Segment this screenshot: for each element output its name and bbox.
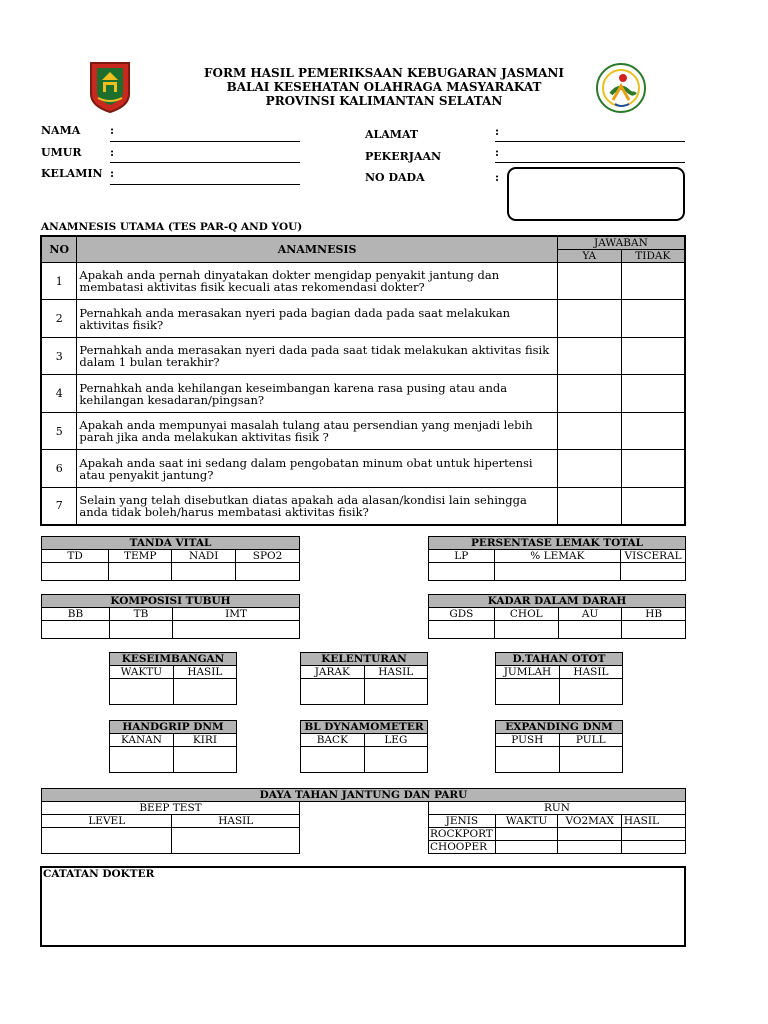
umur-field[interactable] bbox=[110, 162, 300, 163]
back-header: BACK bbox=[301, 734, 365, 747]
row-number: 5 bbox=[41, 413, 77, 450]
col-ya-header: YA bbox=[557, 250, 621, 263]
pekerjaan-label: PEKERJAAN bbox=[365, 150, 442, 163]
kanan-header: KANAN bbox=[110, 734, 174, 747]
expanding-table bbox=[495, 720, 623, 773]
daya-tahan-title: DAYA TAHAN JANTUNG DAN PARU bbox=[42, 789, 686, 802]
tb-value[interactable] bbox=[109, 621, 172, 639]
question-text bbox=[77, 413, 557, 450]
hasil-value[interactable] bbox=[172, 828, 300, 854]
hasil-header: HASIL bbox=[559, 666, 622, 679]
hasil-value[interactable] bbox=[559, 679, 622, 705]
question-line-1: Apakah anda pernah dinyatakan dokter mengidap penyakit jantung dan bbox=[79, 268, 500, 282]
handgrip-title: HANDGRIP DNM bbox=[110, 721, 237, 734]
title-line-3: PROVINSI KALIMANTAN SELATAN bbox=[265, 94, 503, 108]
row-number: 3 bbox=[41, 338, 77, 375]
answer-ya-cell[interactable] bbox=[557, 375, 621, 413]
kiri-value[interactable] bbox=[173, 747, 236, 773]
jumlah-value[interactable] bbox=[496, 679, 560, 705]
hasil-value[interactable] bbox=[364, 679, 428, 705]
chooper-hasil[interactable] bbox=[621, 841, 685, 854]
daya-tahan-title-bar bbox=[41, 788, 686, 802]
hasil-header: HASIL bbox=[172, 815, 300, 828]
form-title bbox=[0, 66, 768, 108]
bb-value[interactable] bbox=[42, 621, 110, 639]
lp-value[interactable] bbox=[429, 563, 495, 581]
answer-tidak-cell[interactable] bbox=[621, 338, 685, 375]
question-text bbox=[77, 488, 557, 525]
answer-tidak-cell[interactable] bbox=[621, 488, 685, 525]
visceral-header: VISCERAL bbox=[621, 550, 686, 563]
run-table bbox=[428, 802, 686, 854]
row-number: 4 bbox=[41, 375, 77, 413]
question-line-1: Selain yang telah disebutkan diatas apakah ada alasan/kondisi lain sehingga bbox=[79, 492, 527, 507]
nama-field[interactable] bbox=[110, 141, 300, 142]
persen-lemak-value[interactable] bbox=[494, 563, 621, 581]
col-tidak-header: TIDAK bbox=[621, 250, 685, 263]
col-jawaban-header: JAWABAN bbox=[557, 236, 685, 250]
question-line-1: Pernahkah anda merasakan nyeri dada pada saat tidak melakukan aktivitas fisik bbox=[79, 343, 550, 357]
row-number: 7 bbox=[41, 488, 77, 525]
kelamin-field[interactable] bbox=[110, 184, 300, 185]
gds-value[interactable] bbox=[429, 621, 495, 639]
nadi-value[interactable] bbox=[172, 563, 236, 581]
back-value[interactable] bbox=[301, 747, 365, 773]
td-header: TD bbox=[42, 550, 109, 563]
catatan-dokter-box[interactable] bbox=[40, 866, 686, 947]
rockport-hasil[interactable] bbox=[621, 828, 685, 841]
rockport-vo2max[interactable] bbox=[558, 828, 621, 841]
temp-header: TEMP bbox=[109, 550, 172, 563]
answer-ya-cell[interactable] bbox=[557, 488, 621, 525]
pekerjaan-colon: : bbox=[495, 146, 500, 159]
rockport-waktu[interactable] bbox=[495, 828, 558, 841]
table-row bbox=[41, 375, 685, 413]
nama-colon: : bbox=[110, 124, 115, 137]
answer-tidak-cell[interactable] bbox=[621, 450, 685, 488]
komposisi-title: KOMPOSISI TUBUH bbox=[42, 595, 300, 608]
lemak-title: PERSENTASE LEMAK TOTAL bbox=[429, 537, 686, 550]
bl-dynamometer-title: BL DYNAMOMETER bbox=[301, 721, 428, 734]
umur-label: UMUR bbox=[41, 146, 82, 159]
row-number: 1 bbox=[41, 263, 77, 300]
alamat-label: ALAMAT bbox=[365, 128, 419, 141]
no-dada-box[interactable] bbox=[507, 167, 685, 221]
rockport-label: ROCKPORT bbox=[429, 828, 496, 841]
question-line-2: atau penyakit jantung? bbox=[79, 467, 214, 482]
question-text bbox=[77, 300, 557, 338]
question-line-2: aktivitas fisik? bbox=[79, 317, 164, 332]
tanda-vital-title: TANDA VITAL bbox=[42, 537, 300, 550]
lemak-table bbox=[428, 536, 686, 581]
vo2max-header: VO2MAX bbox=[558, 815, 621, 828]
col-no-header: NO bbox=[41, 236, 77, 263]
table-row bbox=[41, 488, 685, 525]
alamat-field[interactable] bbox=[495, 141, 685, 142]
answer-tidak-cell[interactable] bbox=[621, 300, 685, 338]
row-number: 2 bbox=[41, 300, 77, 338]
kelamin-label: KELAMIN bbox=[41, 167, 103, 180]
run-title: RUN bbox=[429, 802, 686, 815]
leg-value[interactable] bbox=[364, 747, 427, 773]
row-number: 6 bbox=[41, 450, 77, 488]
lp-header: LP bbox=[429, 550, 495, 563]
imt-value[interactable] bbox=[173, 621, 300, 639]
answer-ya-cell[interactable] bbox=[557, 413, 621, 450]
gds-header: GDS bbox=[429, 608, 495, 621]
spo2-header: SPO2 bbox=[236, 550, 300, 563]
push-header: PUSH bbox=[496, 734, 560, 747]
au-value[interactable] bbox=[558, 621, 622, 639]
question-line-2: dalam 1 bulan terakhir? bbox=[79, 355, 220, 369]
chooper-label: CHOOPER bbox=[429, 841, 496, 854]
tanda-vital-table bbox=[41, 536, 300, 581]
pull-header: PULL bbox=[559, 734, 622, 747]
kelamin-colon: : bbox=[110, 167, 115, 180]
beep-test-table bbox=[41, 802, 300, 854]
spo2-value[interactable] bbox=[236, 563, 300, 581]
title-line-2: BALAI KESEHATAN OLAHRAGA MASYARAKAT bbox=[226, 80, 542, 94]
hb-header: HB bbox=[622, 608, 686, 621]
question-line-1: Pernahkah anda merasakan nyeri pada bagian dada pada saat melakukan bbox=[79, 305, 511, 320]
waktu-header: WAKTU bbox=[495, 815, 558, 828]
au-header: AU bbox=[558, 608, 622, 621]
imt-header: IMT bbox=[173, 608, 300, 621]
tb-header: TB bbox=[109, 608, 172, 621]
answer-tidak-cell[interactable] bbox=[621, 263, 685, 300]
anamnesis-table bbox=[40, 235, 686, 526]
visceral-value[interactable] bbox=[621, 563, 686, 581]
temp-value[interactable] bbox=[109, 563, 172, 581]
jumlah-header: JUMLAH bbox=[496, 666, 560, 679]
hb-value[interactable] bbox=[622, 621, 686, 639]
td-value[interactable] bbox=[42, 563, 109, 581]
tahan-otot-title: D.TAHAN OTOT bbox=[496, 653, 623, 666]
jarak-value[interactable] bbox=[301, 679, 365, 705]
chooper-vo2max[interactable] bbox=[558, 841, 621, 854]
waktu-header: WAKTU bbox=[110, 666, 174, 679]
hasil-header: HASIL bbox=[364, 666, 428, 679]
answer-ya-cell[interactable] bbox=[557, 450, 621, 488]
kanan-value[interactable] bbox=[110, 747, 174, 773]
hasil-header: HASIL bbox=[621, 815, 685, 828]
question-line-1: Apakah anda mempunyai masalah tulang atau persendian yang menjadi lebih bbox=[79, 418, 533, 432]
beep-test-title: BEEP TEST bbox=[42, 802, 300, 815]
answer-tidak-cell[interactable] bbox=[621, 413, 685, 450]
question-line-2: kehilangan kesadaran/pingsan? bbox=[79, 392, 265, 407]
answer-ya-cell[interactable] bbox=[557, 263, 621, 300]
question-text bbox=[77, 338, 557, 375]
table-row bbox=[41, 263, 685, 300]
keseimbangan-table bbox=[109, 652, 237, 705]
keseimbangan-title: KESEIMBANGAN bbox=[110, 653, 237, 666]
question-line-1: Pernahkah anda kehilangan keseimbangan karena rasa pusing atau anda bbox=[79, 380, 508, 395]
question-line-2: membatasi aktivitas fisik kecuali atas rekomendasi dokter? bbox=[79, 280, 425, 294]
anamnesis-section-title: ANAMNESIS UTAMA (TES PAR-Q AND YOU) bbox=[41, 221, 303, 233]
question-line-2: anda tidak boleh/harus membatasi aktivitas fisik? bbox=[79, 504, 369, 519]
answer-ya-cell[interactable] bbox=[557, 338, 621, 375]
catatan-dokter-title: CATATAN DOKTER bbox=[43, 868, 155, 880]
question-text bbox=[77, 263, 557, 300]
tahan-otot-table bbox=[495, 652, 623, 705]
waktu-value[interactable] bbox=[110, 679, 174, 705]
hasil-header: HASIL bbox=[173, 666, 236, 679]
col-anamnesis-header: ANAMNESIS bbox=[77, 236, 557, 263]
persen-lemak-header: % LEMAK bbox=[494, 550, 621, 563]
title-line-1: FORM HASIL PEMERIKSAAN KEBUGARAN JASMANI bbox=[204, 66, 564, 80]
handgrip-table bbox=[109, 720, 237, 773]
table-row bbox=[41, 300, 685, 338]
question-line-2: parah jika anda melakukan aktivitas fisik ? bbox=[79, 430, 329, 444]
alamat-colon: : bbox=[495, 125, 500, 138]
kiri-header: KIRI bbox=[173, 734, 236, 747]
darah-title: KADAR DALAM DARAH bbox=[429, 595, 686, 608]
chooper-waktu[interactable] bbox=[495, 841, 558, 854]
question-text bbox=[77, 450, 557, 488]
no-dada-label: NO DADA bbox=[365, 171, 425, 184]
answer-ya-cell[interactable] bbox=[557, 300, 621, 338]
nama-label: NAMA bbox=[41, 124, 81, 137]
darah-table bbox=[428, 594, 686, 639]
table-row bbox=[41, 413, 685, 450]
chol-header: CHOL bbox=[494, 608, 558, 621]
question-line-1: Apakah anda saat ini sedang dalam pengobatan minum obat untuk hipertensi bbox=[79, 455, 533, 470]
answer-tidak-cell[interactable] bbox=[621, 375, 685, 413]
bl-dynamometer-table bbox=[300, 720, 428, 773]
jarak-header: JARAK bbox=[301, 666, 365, 679]
push-value[interactable] bbox=[496, 747, 560, 773]
kelenturan-title: KELENTURAN bbox=[301, 653, 428, 666]
hasil-value[interactable] bbox=[173, 679, 236, 705]
umur-colon: : bbox=[110, 146, 115, 159]
level-value[interactable] bbox=[42, 828, 172, 854]
table-row bbox=[41, 450, 685, 488]
nadi-header: NADI bbox=[172, 550, 236, 563]
pull-value[interactable] bbox=[559, 747, 622, 773]
jenis-header: JENIS bbox=[429, 815, 496, 828]
question-text bbox=[77, 375, 557, 413]
bb-header: BB bbox=[42, 608, 110, 621]
pekerjaan-field[interactable] bbox=[495, 162, 685, 163]
chol-value[interactable] bbox=[494, 621, 558, 639]
kelenturan-table bbox=[300, 652, 428, 705]
no-dada-colon: : bbox=[495, 171, 500, 184]
expanding-title: EXPANDING DNM bbox=[496, 721, 623, 734]
level-header: LEVEL bbox=[42, 815, 172, 828]
komposisi-table bbox=[41, 594, 300, 639]
leg-header: LEG bbox=[364, 734, 427, 747]
table-row bbox=[41, 338, 685, 375]
